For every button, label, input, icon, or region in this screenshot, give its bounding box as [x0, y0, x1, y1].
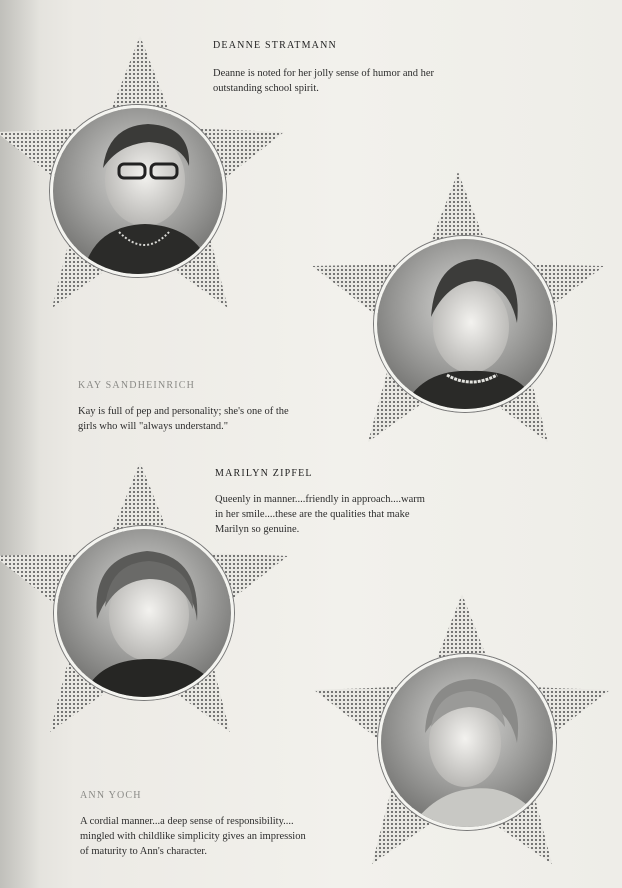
caption-line: of maturity to Ann's character.: [80, 846, 207, 857]
student-name: DEANNE STRATMANN: [213, 40, 337, 51]
student-name: KAY SANDHEINRICH: [78, 380, 196, 391]
caption-line: girls who will "always understand.": [78, 421, 229, 432]
caption-line: Kay is full of pep and personality; she's one of the: [78, 406, 289, 417]
portrait-photo-marilyn: [54, 526, 234, 700]
caption-line: in her smile....these are the qualities that make: [215, 509, 410, 520]
caption-line: Deanne is noted for her jolly sense of humor and her: [213, 68, 435, 79]
student-name: ANN YOCH: [80, 790, 142, 801]
portrait-photo-deanne: [50, 105, 226, 277]
student-caption: [78, 404, 368, 434]
caption-line: mingled with childlike simplicity gives an impression: [80, 831, 306, 842]
student-caption: [215, 492, 505, 537]
student-caption: [213, 66, 503, 96]
caption-line: A cordial manner...a deep sense of responsibility....: [80, 816, 294, 827]
portrait-photo-kay: [374, 236, 556, 412]
caption-line: outstanding school spirit.: [213, 83, 319, 94]
caption-line: Marilyn so genuine.: [215, 524, 300, 535]
student-name: MARILYN ZIPFEL: [215, 468, 313, 479]
student-caption: [80, 814, 370, 859]
portrait-photo-ann: [378, 654, 556, 830]
caption-line: Queenly in manner....friendly in approach....warm: [215, 494, 425, 505]
